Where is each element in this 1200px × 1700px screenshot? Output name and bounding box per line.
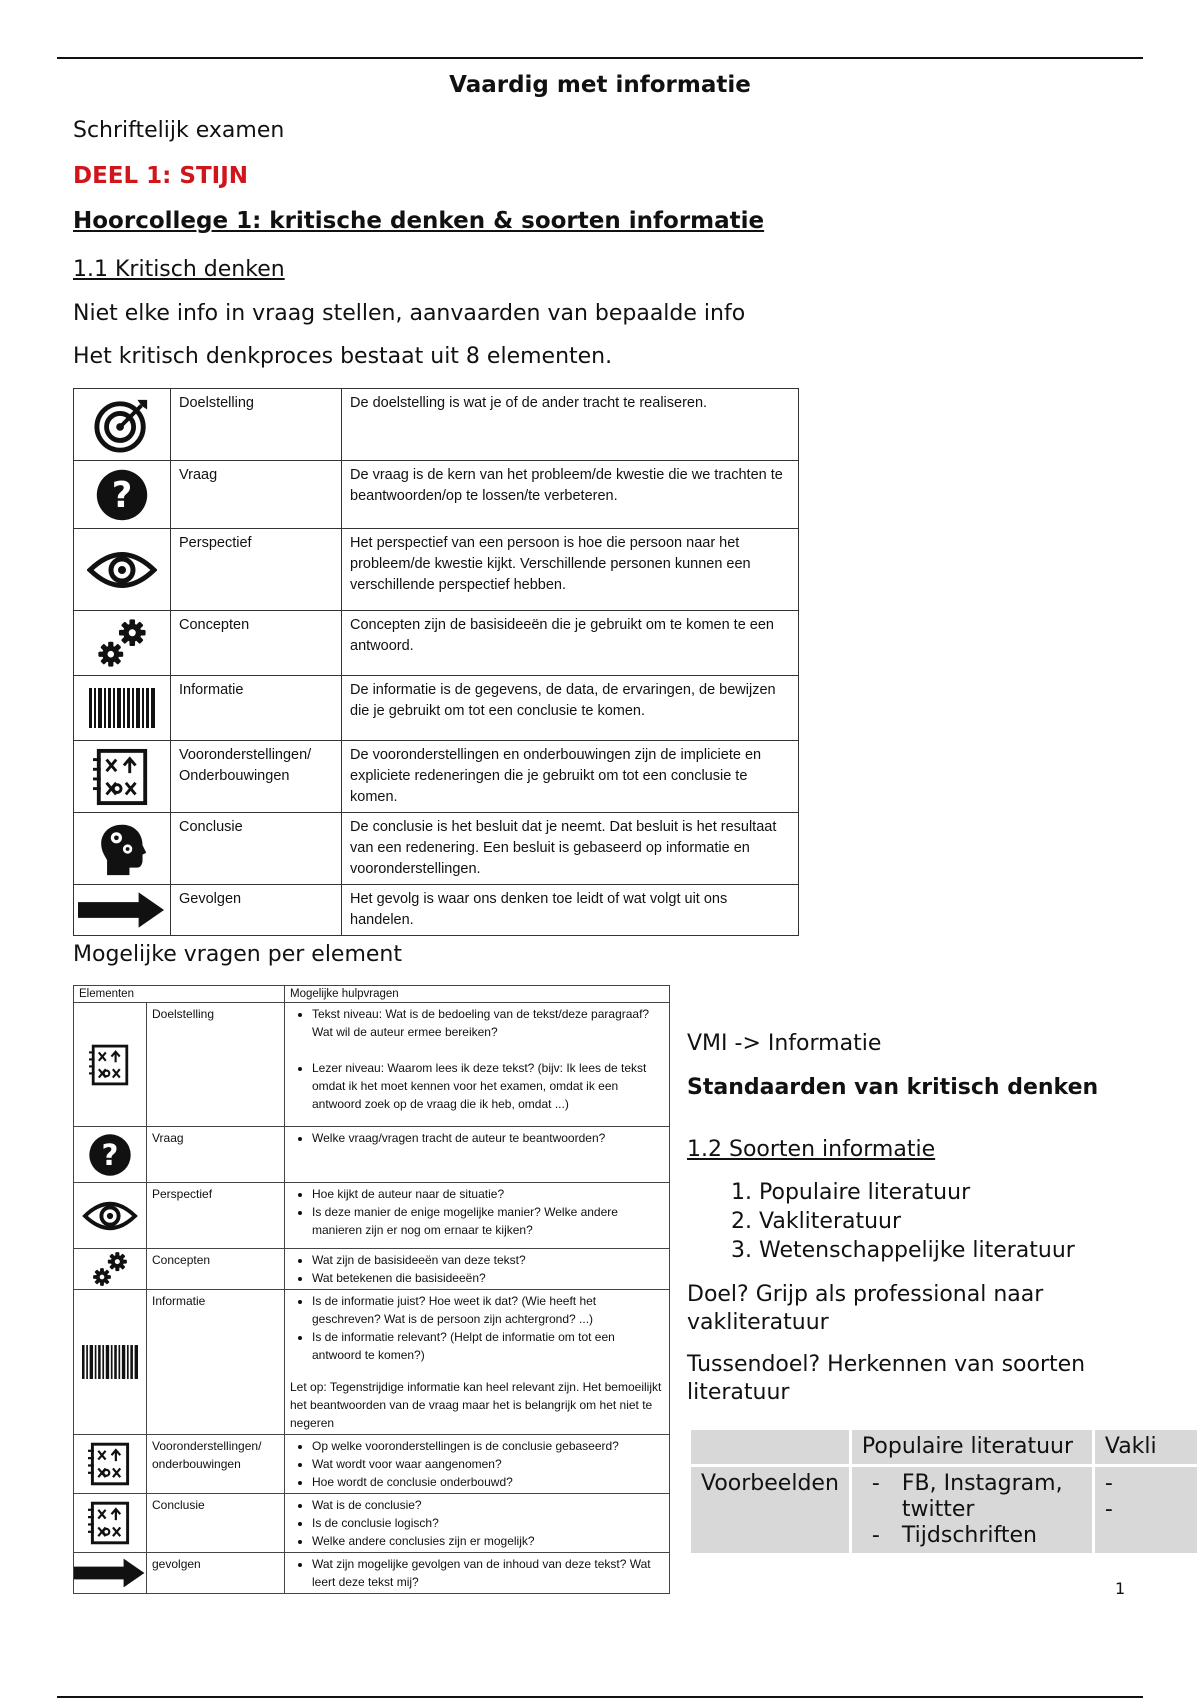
arrow-right-icon xyxy=(78,890,166,930)
question-item: • Wat zijn mogelijke gevolgen van de inhoud van deze tekst? Wat leert deze tekst mij? xyxy=(312,1555,664,1591)
element-name: Perspectief xyxy=(147,1183,285,1249)
section-heading-1-2: 1.2 Soorten informatie xyxy=(687,1137,936,1162)
table-row xyxy=(74,1003,670,1127)
element-name: Vooronderstellingen/ Onderbouwingen xyxy=(171,741,342,813)
question-item: • Is de conclusie logisch? xyxy=(312,1514,664,1532)
table-row xyxy=(74,1249,670,1290)
question-item: • Wat betekenen die basisideeën? xyxy=(312,1269,664,1287)
barcode-icon xyxy=(82,1345,138,1379)
element-name: Vraag xyxy=(147,1127,285,1183)
element-name: Doelstelling xyxy=(147,1003,285,1127)
paragraph: Het kritisch denkproces bestaat uit 8 elementen. xyxy=(73,344,613,369)
list-item: - xyxy=(1104,1497,1113,1522)
elements-table xyxy=(73,388,799,936)
column-header: Vakli xyxy=(1095,1430,1197,1464)
gears-icon xyxy=(94,615,150,671)
element-name: Informatie xyxy=(147,1290,285,1435)
question-icon xyxy=(94,467,150,523)
lecture-heading: Hoorcollege 1: kritische denken & soorten informatie xyxy=(73,208,765,234)
literature-types-list xyxy=(715,1178,1075,1265)
element-description: De conclusie is het besluit dat je neemt. Dat besluit is het resultaat van een redenering. Een besluit is gebaseerd op informatie en vooronderstellingen. xyxy=(342,813,799,885)
strategy-icon xyxy=(93,748,151,806)
table-row xyxy=(74,1127,670,1183)
table-row xyxy=(74,1183,670,1249)
question-item: • Is deze manier de enige mogelijke manier? Welke andere manieren zijn er nog om ernaar te kijken? xyxy=(312,1203,664,1239)
question-item: • Is de informatie juist? Hoe weet ik dat? (Wie heeft het geschreven? Wat is de persoon zijn achtergrond? ...) xyxy=(312,1292,664,1328)
standards-heading: Standaarden van kritisch denken xyxy=(687,1075,1099,1100)
element-description: Concepten zijn de basisideeën die je gebruikt om te komen te een antwoord. xyxy=(342,611,799,676)
arrow-right-icon xyxy=(74,1557,146,1589)
page-subtitle: Schriftelijk examen xyxy=(73,118,285,143)
question-item: • Wat is de conclusie? xyxy=(312,1496,664,1514)
question-item: • Tekst niveau: Wat is de bedoeling van de tekst/deze paragraaf? Wat wil de auteur ermee bereiken? xyxy=(312,1005,664,1041)
column-header: Populaire literatuur xyxy=(852,1430,1092,1464)
element-description: De informatie is de gegevens, de data, de ervaringen, de bewijzen die je gebruikt om tot een conclusie te komen. xyxy=(342,676,799,741)
table-row xyxy=(691,1467,1197,1553)
literature-table xyxy=(688,1427,1200,1556)
list-item: 3. Wetenschappelijke literatuur xyxy=(759,1236,1075,1265)
element-description: De vooronderstellingen en onderbouwingen zijn de impliciete en expliciete redeneringen die je gebruikt om tot een conclusie te komen. xyxy=(342,741,799,813)
table-row xyxy=(74,1290,670,1435)
table-header-row xyxy=(691,1430,1197,1464)
element-name: Informatie xyxy=(171,676,342,741)
element-name: Gevolgen xyxy=(171,885,342,936)
element-name: Vooronderstellingen/ onderbouwingen xyxy=(147,1435,285,1494)
subgoal-text: Tussendoel? Herkennen van soorten literatuur xyxy=(687,1352,1086,1405)
question-item: • Lezer niveau: Waarom lees ik deze tekst? (bijv: Ik lees de tekst omdat ik het moet kennen voor het examen, omdat ik een antwoord zoek op de vraag die ik heb, omdat ...) xyxy=(312,1059,664,1113)
element-name: Concepten xyxy=(171,611,342,676)
questions-table xyxy=(73,985,670,1594)
section-heading-1-1: 1.1 Kritisch denken xyxy=(73,257,285,282)
strategy-icon xyxy=(89,1044,131,1086)
table-row xyxy=(74,529,799,611)
table-row xyxy=(74,1494,670,1553)
element-name: Concepten xyxy=(147,1249,285,1290)
element-name: Conclusie xyxy=(147,1494,285,1553)
question-item: • Welke vraag/vragen tracht de auteur te beantwoorden? xyxy=(312,1129,664,1147)
table-row xyxy=(74,1553,670,1594)
element-name: Perspectief xyxy=(171,529,342,611)
list-item: 1. Populaire literatuur xyxy=(759,1178,1075,1207)
page-title: Vaardig met informatie xyxy=(449,72,751,98)
barcode-icon xyxy=(89,688,155,728)
target-icon xyxy=(93,396,151,454)
bottom-rule xyxy=(57,1696,1143,1698)
paragraph: Niet elke info in vraag stellen, aanvaarden van bepaalde info xyxy=(73,301,746,326)
element-name: Conclusie xyxy=(171,813,342,885)
question-item: • Op welke vooronderstellingen is de conclusie gebaseerd? xyxy=(312,1437,664,1455)
element-description: Het perspectief van een persoon is hoe die persoon naar het probleem/de kwestie kijkt. Verschillende personen kunnen een verschillende perspectief hebben. xyxy=(342,529,799,611)
strategy-icon xyxy=(88,1442,132,1486)
gears-icon xyxy=(90,1249,130,1289)
question-icon xyxy=(87,1132,133,1178)
goal-text: Doel? Grijp als professional naar vakliteratuur xyxy=(687,1282,1044,1335)
head-gears-icon xyxy=(94,821,150,877)
eye-icon xyxy=(87,547,157,593)
list-item: - FB, Instagram, twitter xyxy=(862,1471,1082,1523)
eye-icon xyxy=(82,1198,138,1234)
table-row xyxy=(74,389,799,461)
question-item: • Is de informatie relevant? (Helpt de informatie om tot een antwoord te komen?) xyxy=(312,1328,664,1364)
element-name: Vraag xyxy=(171,461,342,529)
note-text: Let op: Tegenstrijdige informatie kan heel relevant zijn. Het bemoeilijkt het beantwoorden van de vraag maar het is belangrijk om het niet te negeren xyxy=(290,1380,662,1430)
question-item: • Hoe kijkt de auteur naar de situatie? xyxy=(312,1185,664,1203)
part-heading: DEEL 1: STIJN xyxy=(73,163,249,189)
question-item: • Hoe wordt de conclusie onderbouwd? xyxy=(312,1473,664,1491)
column-header: Elementen xyxy=(74,986,285,1003)
table-row xyxy=(74,611,799,676)
table-row xyxy=(74,461,799,529)
table-row xyxy=(74,885,799,936)
top-rule xyxy=(57,57,1143,59)
list-item: - xyxy=(1104,1471,1113,1496)
table-row xyxy=(74,1435,670,1494)
table-row xyxy=(74,741,799,813)
questions-heading: Mogelijke vragen per element xyxy=(73,942,403,967)
table-header-row xyxy=(74,986,670,1003)
element-description: De doelstelling is wat je of de ander tracht te realiseren. xyxy=(342,389,799,461)
vmi-note: VMI -> Informatie xyxy=(687,1031,882,1056)
list-item: 2. Vakliteratuur xyxy=(759,1207,1075,1236)
question-item: • Welke andere conclusies zijn er mogelijk? xyxy=(312,1532,664,1550)
element-name: Doelstelling xyxy=(171,389,342,461)
row-label: Voorbeelden xyxy=(691,1467,849,1553)
table-row xyxy=(74,813,799,885)
element-description: De vraag is de kern van het probleem/de kwestie die we trachten te beantwoorden/op te lossen/te verbeteren. xyxy=(342,461,799,529)
element-description: Het gevolg is waar ons denken toe leidt of wat volgt uit ons handelen. xyxy=(342,885,799,936)
question-item: • Wat zijn de basisideeën van deze tekst? xyxy=(312,1251,664,1269)
column-header: Mogelijke hulpvragen xyxy=(285,986,670,1003)
question-item: • Wat wordt voor waar aangenomen? xyxy=(312,1455,664,1473)
element-name: gevolgen xyxy=(147,1553,285,1594)
table-row xyxy=(74,676,799,741)
list-item: - Tijdschriften xyxy=(862,1523,1082,1549)
strategy-icon xyxy=(88,1501,132,1545)
page-number: 1 xyxy=(1115,1579,1126,1598)
